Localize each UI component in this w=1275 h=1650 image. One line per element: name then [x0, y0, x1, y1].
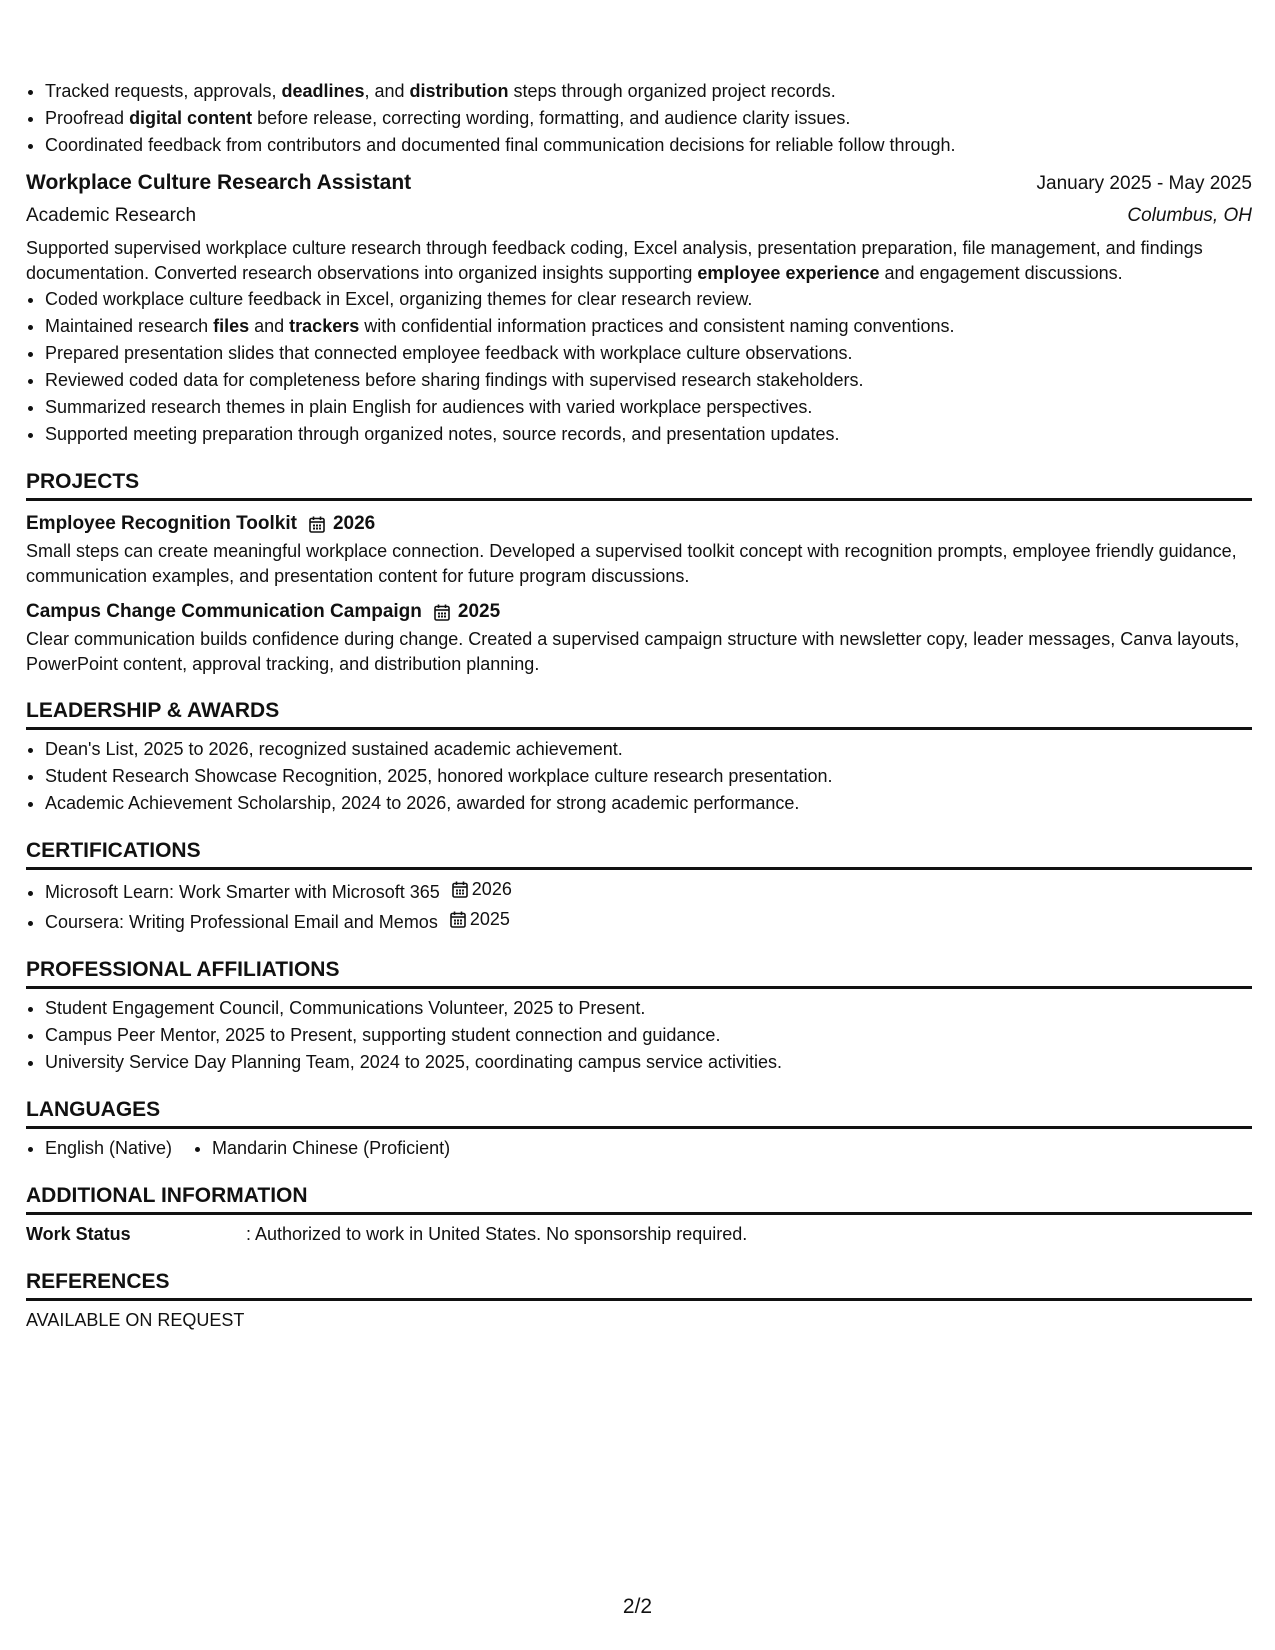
section-title-leadership: LEADERSHIP & AWARDS — [26, 697, 1252, 730]
section-title-certifications: CERTIFICATIONS — [26, 837, 1252, 870]
prev-job-bullets — [26, 78, 1252, 159]
job-location: Columbus, OH — [1127, 205, 1252, 226]
project-name: Employee Recognition Toolkit — [26, 513, 297, 534]
list-item: • Tracked requests, approvals, deadlines, and distribution steps through organized project records. — [45, 78, 1252, 105]
project-year: 2025 — [457, 601, 501, 622]
project-header — [26, 509, 1252, 539]
certifications-list — [26, 876, 1252, 936]
list-item: • Coordinated feedback from contributors and documented final communication decisions for reliable follow through. — [45, 132, 1252, 159]
list-item — [45, 876, 1252, 906]
job-dates: January 2025 - May 2025 — [1036, 173, 1252, 194]
calendar-icon — [450, 911, 466, 928]
job-bullets — [26, 286, 1252, 448]
language-item: • English (Native) — [45, 1135, 172, 1162]
section-title-languages: LANGUAGES — [26, 1096, 1252, 1129]
languages-list — [26, 1135, 1252, 1162]
job-organization: Academic Research — [26, 205, 197, 226]
projects-list — [26, 509, 1252, 677]
emphasized-text: employee experience — [697, 263, 880, 283]
list-item: • Reviewed coded data for completeness before sharing findings with supervised research stakeholders. — [45, 367, 1252, 394]
project-year: 2026 — [332, 513, 376, 534]
list-item: • Proofread digital content before release, correcting wording, formatting, and audience clarity issues. — [45, 105, 1252, 132]
section-title-affiliations: PROFESSIONAL AFFILIATIONS — [26, 956, 1252, 989]
calendar-icon — [309, 516, 325, 533]
job-header — [26, 167, 1252, 200]
list-item: • Campus Peer Mentor, 2025 to Present, supporting student connection and guidance. — [45, 1022, 1252, 1049]
work-status-value: : Authorized to work in United States. No sponsorship required. — [246, 1224, 748, 1244]
job-title: Workplace Culture Research Assistant — [26, 171, 412, 194]
certification-name: Microsoft Learn: Work Smarter with Microsoft 365 — [45, 882, 440, 902]
job-subheader — [26, 200, 1252, 232]
certification-name: Coursera: Writing Professional Email and Memos — [45, 912, 438, 932]
emphasized-text: deadlines — [281, 81, 365, 101]
project-description: Clear communication builds confidence during change. Created a supervised campaign structure with newsletter copy, leader messages, Canva layouts, PowerPoint content, approval tracking, and distribution planning. — [26, 629, 1240, 674]
calendar-icon — [452, 881, 468, 898]
project-name: Campus Change Communication Campaign — [26, 601, 422, 622]
list-item — [45, 906, 1252, 936]
list-item: • Summarized research themes in plain English for audiences with varied workplace perspectives. — [45, 394, 1252, 421]
list-item: • University Service Day Planning Team, 2024 to 2025, coordinating campus service activities. — [45, 1049, 1252, 1076]
list-item: • Student Research Showcase Recognition, 2025, honored workplace culture research presentation. — [45, 763, 1252, 790]
list-item: • Prepared presentation slides that connected employee feedback with workplace culture observations. — [45, 340, 1252, 367]
calendar-icon — [434, 604, 450, 621]
page-number: 2/2 — [622, 1595, 653, 1618]
list-item: • Maintained research files and trackers with confidential information practices and consistent naming conventions. — [45, 313, 1252, 340]
project-header — [26, 597, 1252, 627]
leadership-list — [26, 736, 1252, 817]
language-item: • Mandarin Chinese (Proficient) — [212, 1135, 450, 1162]
project-description: Small steps can create meaningful workplace connection. Developed a supervised toolkit concept with recognition prompts, employee friendly guidance, communication examples, and presentation content for future program discussions. — [26, 541, 1237, 586]
emphasized-text: trackers — [289, 316, 360, 336]
job-summary: Supported supervised workplace culture research through feedback coding, Excel analysis, presentation preparation, file management, and findings documentation. Converted research observations into organized insights supporting employee experience and engagement discussions. — [26, 238, 1203, 283]
work-status-row — [26, 1221, 1252, 1248]
resume-page — [26, 78, 1252, 1334]
emphasized-text: distribution — [409, 81, 509, 101]
certification-date — [452, 876, 512, 903]
references-text: AVAILABLE ON REQUEST — [26, 1310, 245, 1330]
list-item: • Student Engagement Council, Communications Volunteer, 2025 to Present. — [45, 995, 1252, 1022]
list-item: • Coded workplace culture feedback in Excel, organizing themes for clear research review. — [45, 286, 1252, 313]
affiliations-list — [26, 995, 1252, 1076]
certification-date — [450, 906, 510, 933]
emphasized-text: digital content — [129, 108, 253, 128]
certification-year: 2026 — [471, 879, 512, 899]
list-item: • Academic Achievement Scholarship, 2024 to 2026, awarded for strong academic performance. — [45, 790, 1252, 817]
certification-year: 2025 — [469, 909, 510, 929]
section-title-additional: ADDITIONAL INFORMATION — [26, 1182, 1252, 1215]
emphasized-text: files — [213, 316, 250, 336]
section-title-projects: PROJECTS — [26, 468, 1252, 501]
section-title-references: REFERENCES — [26, 1268, 1252, 1301]
work-status-label: Work Status — [26, 1224, 131, 1244]
list-item: • Dean's List, 2025 to 2026, recognized sustained academic achievement. — [45, 736, 1252, 763]
list-item: • Supported meeting preparation through organized notes, source records, and presentation updates. — [45, 421, 1252, 448]
